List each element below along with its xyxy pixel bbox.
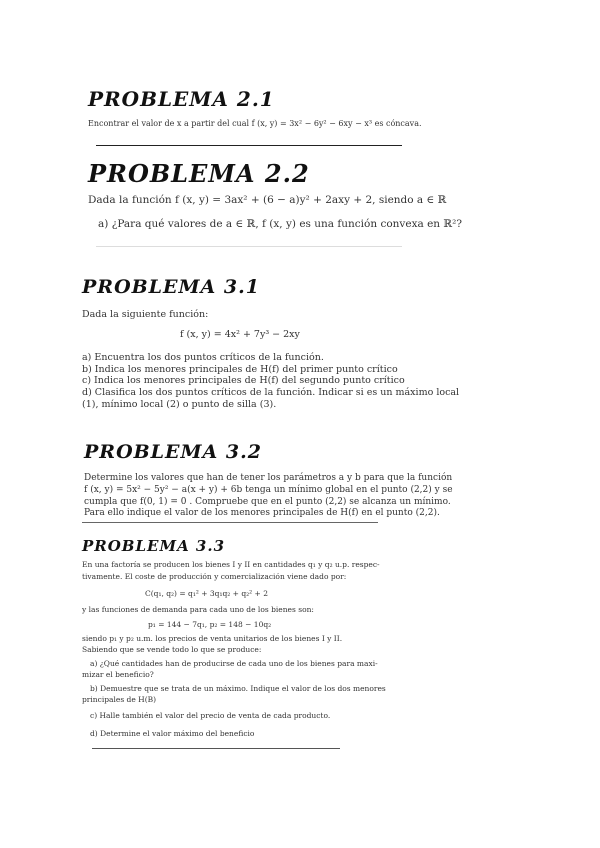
problem-3-1-item: b) Indica los menores principales de H(f) del primer punto crítico [82,364,398,375]
problem-3-3-item-b: principales de H(B) [82,695,157,704]
problem-3-3-line: Sabiendo que se vende todo lo que se produce: [82,645,262,654]
divider [96,246,402,247]
problem-3-3-line: y las funciones de demanda para cada uno de los bienes son: [82,605,314,614]
problem-2-2-text: Dada la función f (x, y) = 3ax² + (6 − a)y² + 2axy + 2, siendo a ∈ ℝ [88,194,447,206]
problem-3-2-line: Determine los valores que han de tener los parámetros a y b para que la función [84,473,453,483]
problem-3-1-item: d) Clasifica los dos puntos críticos de la función. Indicar si es un máximo local [82,387,460,398]
cost-formula: C(q₁, q₂) = q₁² + 3q₁q₂ + q₂² + 2 [145,589,268,598]
problem-3-3-item-a: mizar el beneficio? [82,670,154,679]
problem-3-3-line: siendo p₁ y p₂ u.m. los precios de venta unitarios de los bienes I y II. [82,634,343,643]
problem-3-1-item: (1), mínimo local (2) o punto de silla (3). [82,399,277,410]
problem-3-3-line: En una factoría se producen los bienes I y II en cantidades q₁ y q₂ u.p. respec- [82,560,380,569]
divider [82,522,378,523]
problem-3-1-intro: Dada la siguiente función: [82,309,209,320]
problem-3-3-title: PROBLEMA 3.3 [82,537,226,555]
demand-formula: p₁ = 144 − 7q₁, p₂ = 148 − 10q₂ [148,620,272,629]
problem-3-1-formula: f (x, y) = 4x² + 7y³ − 2xy [180,329,300,340]
problem-3-3-item-a: a) ¿Qué cantidades han de producirse de cada uno de los bienes para maxi- [90,659,378,668]
problem-2-1-text: Encontrar el valor de x a partir del cual f (x, y) = 3x² − 6y² − 6xy − x³ es cóncava. [88,119,422,128]
problem-3-3-item-b: b) Demuestre que se trata de un máximo. Indique el valor de los dos menores [90,684,386,693]
divider [96,145,402,146]
problem-3-2-line: cumpla que f(0, 1) = 0 . Compruebe que en el punto (2,2) se alcanza un mínimo. [84,497,451,507]
problem-2-1-title: PROBLEMA 2.1 [88,87,275,111]
divider [92,748,340,749]
problem-3-2-line: f (x, y) = 5x² − 5y² − a(x + y) + 6b tenga un mínimo global en el punto (2,2) y se [84,485,453,495]
problem-3-3-line: tivamente. El coste de producción y comercialización viene dado por: [82,572,347,581]
problem-3-2-line: Para ello indique el valor de los menores principales de H(f) en el punto (2,2). [84,508,440,518]
problem-3-2-title: PROBLEMA 3.2 [84,441,262,463]
problem-3-1-item: a) Encuentra los dos puntos críticos de la función. [82,352,324,363]
problem-2-2-item-a: a) ¿Para qué valores de a ∈ ℝ, f (x, y) es una función convexa en ℝ²? [98,218,462,230]
problem-3-3-item-d: d) Determine el valor máximo del beneficio [90,729,255,738]
problem-3-1-item: c) Indica los menores principales de H(f) del segundo punto crítico [82,375,405,386]
problem-3-3-item-c: c) Halle también el valor del precio de venta de cada producto. [90,711,331,720]
problem-3-1-title: PROBLEMA 3.1 [82,276,260,298]
problem-2-2-title: PROBLEMA 2.2 [88,159,310,188]
